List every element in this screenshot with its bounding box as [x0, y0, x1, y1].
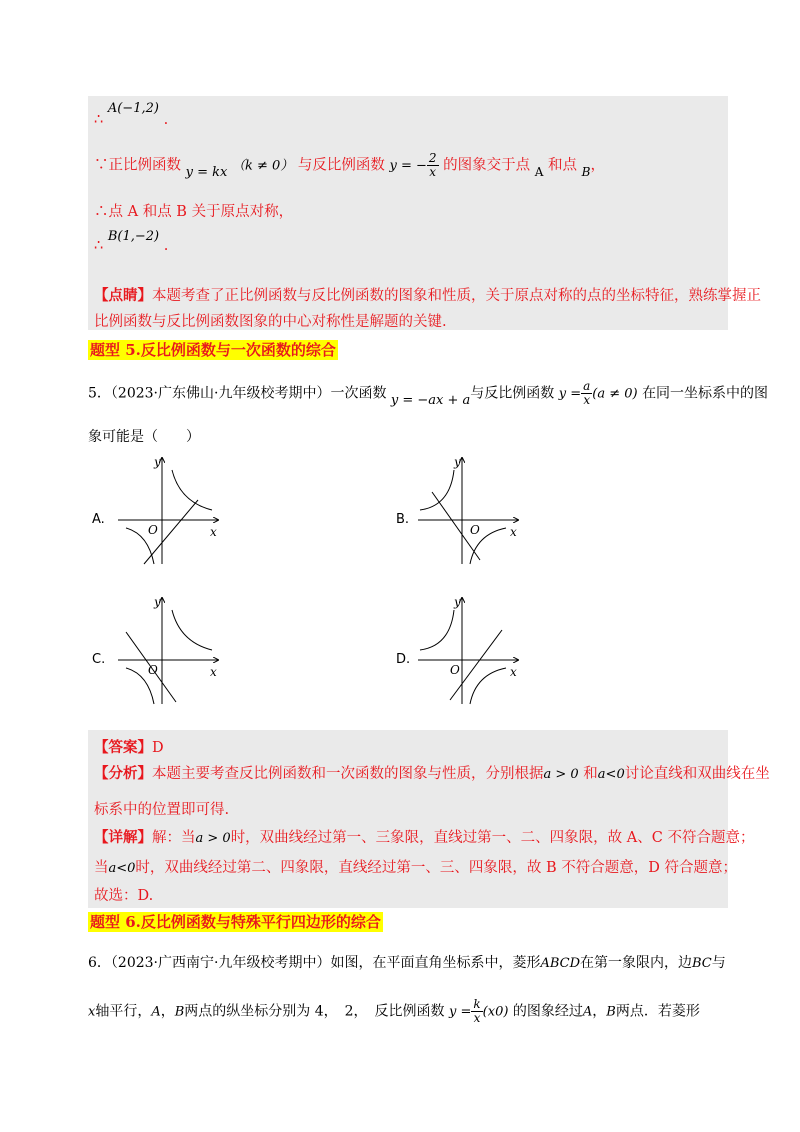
q6-fraction — [471, 998, 482, 1025]
q6-l2-e: ， — [592, 1003, 607, 1020]
point-b-label: B — [581, 164, 591, 179]
fraction-den: x — [429, 165, 437, 179]
because-text: ∵正比例函数 — [94, 157, 181, 174]
detail2-text-a: 当 — [94, 860, 109, 876]
detail-line-2 — [94, 856, 737, 877]
detail-tag: 【详解】 — [94, 829, 152, 846]
q6-frac-num: k — [473, 997, 481, 1011]
graph-b[interactable] — [410, 452, 530, 572]
q6-a: A — [151, 1004, 161, 1020]
answer-box — [88, 730, 728, 908]
q6-bc: BC — [692, 956, 712, 971]
eq-kx: y = kx — [185, 164, 228, 180]
period: . — [163, 112, 169, 128]
analysis-line-2 — [94, 798, 229, 819]
intersect-text: 的图象交于点 — [443, 157, 531, 174]
answer-value: D — [152, 740, 164, 756]
comment-text-2: 比例函数与反比例函数图象的中心对称性是解题的关键. — [94, 314, 447, 330]
solution-line-4 — [94, 228, 169, 254]
analysis-text-a: 本题主要考查反比例函数和一次函数的图象与性质，分别根据 — [152, 766, 544, 782]
q6-l2-c: 两点的纵坐标分别为 4， 2， 反比例函数 — [184, 1003, 445, 1020]
q5-cond: (a ≠ 0) — [592, 386, 638, 402]
analysis-math-2: a<0 — [597, 767, 625, 782]
analysis-line-1 — [94, 762, 770, 783]
q6-frac-den: x — [473, 1011, 481, 1025]
comment-line-2 — [94, 310, 447, 331]
therefore-symbol-2: ∴ — [94, 238, 104, 254]
q6-eq-left: y = — [449, 1004, 472, 1020]
q6-text-b: 在第一象限内，边 — [580, 955, 693, 971]
q6-b: B — [174, 1004, 185, 1020]
analysis-text-c: 讨论直线和双曲线在坐 — [624, 766, 770, 782]
q6-cond: (x0) — [482, 1004, 509, 1020]
point-a-label: A — [534, 164, 544, 179]
q6-l2-b: ， — [160, 1003, 175, 1020]
q5-line-2-text: 象可能是（ ） — [88, 429, 200, 445]
q5-line-1 — [88, 380, 768, 407]
analysis-text-b: 和 — [583, 766, 598, 782]
q6-x: x — [88, 1004, 96, 1020]
q5-frac-den: x — [583, 393, 591, 407]
hyperbola-q2 — [420, 610, 454, 650]
axis-y-label: y — [454, 455, 461, 469]
axis-y-label: y — [454, 595, 461, 609]
analysis-math-1: a > 0 — [543, 767, 579, 782]
comma: ， — [590, 157, 605, 174]
eq-2x-left: y = − — [389, 158, 427, 174]
detail-line-1 — [94, 826, 754, 847]
point-a-coord: A(−1,2) — [107, 101, 159, 116]
mid-text: 与反比例函数 — [297, 157, 385, 174]
axis-x-label: x — [510, 525, 517, 539]
option-c-label[interactable]: C. — [92, 652, 106, 667]
graph-d[interactable] — [410, 592, 530, 712]
q5-source: （2023·广东佛山·九年级校考期中）一次函数 — [110, 385, 387, 402]
graph-a[interactable] — [110, 452, 230, 572]
q6-l2-d: 的图象经过 — [512, 1003, 583, 1020]
eq-k-cond: （k ≠ 0） — [231, 158, 294, 174]
q5-inverse-left: y = — [558, 386, 582, 402]
q5-mid: 与反比例函数 — [470, 385, 555, 402]
axis-x-label: x — [210, 525, 217, 539]
option-d-label[interactable]: D. — [396, 652, 411, 667]
detail2-math: a<0 — [108, 861, 136, 876]
analysis-tag: 【分析】 — [94, 765, 152, 782]
origin-label: O — [148, 663, 158, 677]
axis-y-label: y — [154, 455, 161, 469]
detail2-text-b: 时，双曲线经过第二、四象限，直线经过第一、三、四象限，故 B 不符合题意，D 符合题意； — [135, 860, 738, 876]
q5-linear-eq: y = −ax + a — [390, 392, 471, 408]
axis-y-label: y — [154, 595, 161, 609]
q6-line-1 — [88, 952, 726, 972]
hyperbola-q1 — [172, 470, 212, 510]
q5-frac-num: a — [583, 379, 591, 393]
option-b-label[interactable]: B. — [396, 512, 410, 527]
origin-label: O — [148, 523, 158, 537]
q5-fraction — [581, 380, 592, 407]
point-b-coord: B(1,−2) — [107, 229, 160, 244]
q6-abcd: ABCD — [540, 956, 581, 971]
fraction-num: 2 — [428, 151, 437, 165]
detail-line-3 — [94, 884, 153, 905]
therefore-symbol: ∴ — [94, 112, 104, 128]
q5-number: 5． — [88, 385, 111, 402]
q6-text-a: （2023·广西南宁·九年级校考期中）如图，在平面直角坐标系中，菱形 — [110, 955, 541, 971]
detail-text-a: 解：当 — [152, 830, 196, 846]
q6-b2: B — [606, 1004, 616, 1020]
section-heading-6: 题型 6.反比例函数与特殊平行四边形的综合 — [90, 913, 381, 931]
solution-line-3 — [94, 200, 293, 221]
comment-tag: 【点睛】 — [94, 287, 152, 304]
symmetric-text: ∴点 A 和点 B 关于原点对称， — [94, 204, 294, 220]
q6-l2-f: 两点．若菱形 — [615, 1003, 700, 1020]
detail3-text: 故选：D. — [94, 888, 154, 904]
q5-line-2 — [88, 426, 200, 446]
origin-label: O — [450, 663, 460, 677]
q6-a2: A — [582, 1004, 593, 1020]
hyperbola-q2 — [420, 470, 454, 510]
comment-line-1 — [94, 284, 761, 305]
solution-line-1 — [94, 100, 169, 128]
analysis-text-2: 标系中的位置即可得. — [94, 802, 230, 818]
origin-label: O — [470, 523, 480, 537]
solution-line-2 — [94, 152, 605, 179]
detail-math-1: a > 0 — [195, 831, 231, 846]
detail-text-b: 时，双曲线经过第一、三象限，直线过第一、二、四象限，故 A、C 不符合题意； — [230, 830, 755, 846]
period-2: . — [163, 238, 169, 254]
hyperbola-q4 — [470, 668, 506, 704]
hyperbola-q1 — [172, 610, 212, 650]
axis-x-label: x — [510, 665, 517, 679]
graph-c[interactable] — [110, 592, 230, 712]
option-a-label[interactable]: A. — [92, 512, 105, 527]
fraction-2-over-x — [427, 152, 439, 179]
q6-text-c: 与 — [711, 955, 726, 971]
answer-line — [94, 736, 164, 757]
comment-text-1: 本题考查了正比例函数与反比例函数的图象和性质，关于原点对称的点的坐标特征，熟练掌握正 — [152, 288, 761, 304]
and-text: 和点 — [548, 157, 578, 174]
section-heading-5: 题型 5.反比例函数与一次函数的综合 — [90, 341, 336, 359]
q6-l2-a: 轴平行， — [95, 1003, 152, 1020]
answer-tag: 【答案】 — [94, 739, 152, 756]
axis-x-label: x — [210, 665, 217, 679]
q6-line-2 — [88, 998, 700, 1025]
q6-number: 6． — [88, 955, 111, 971]
q5-end: 在同一坐标系中的图 — [642, 385, 769, 402]
